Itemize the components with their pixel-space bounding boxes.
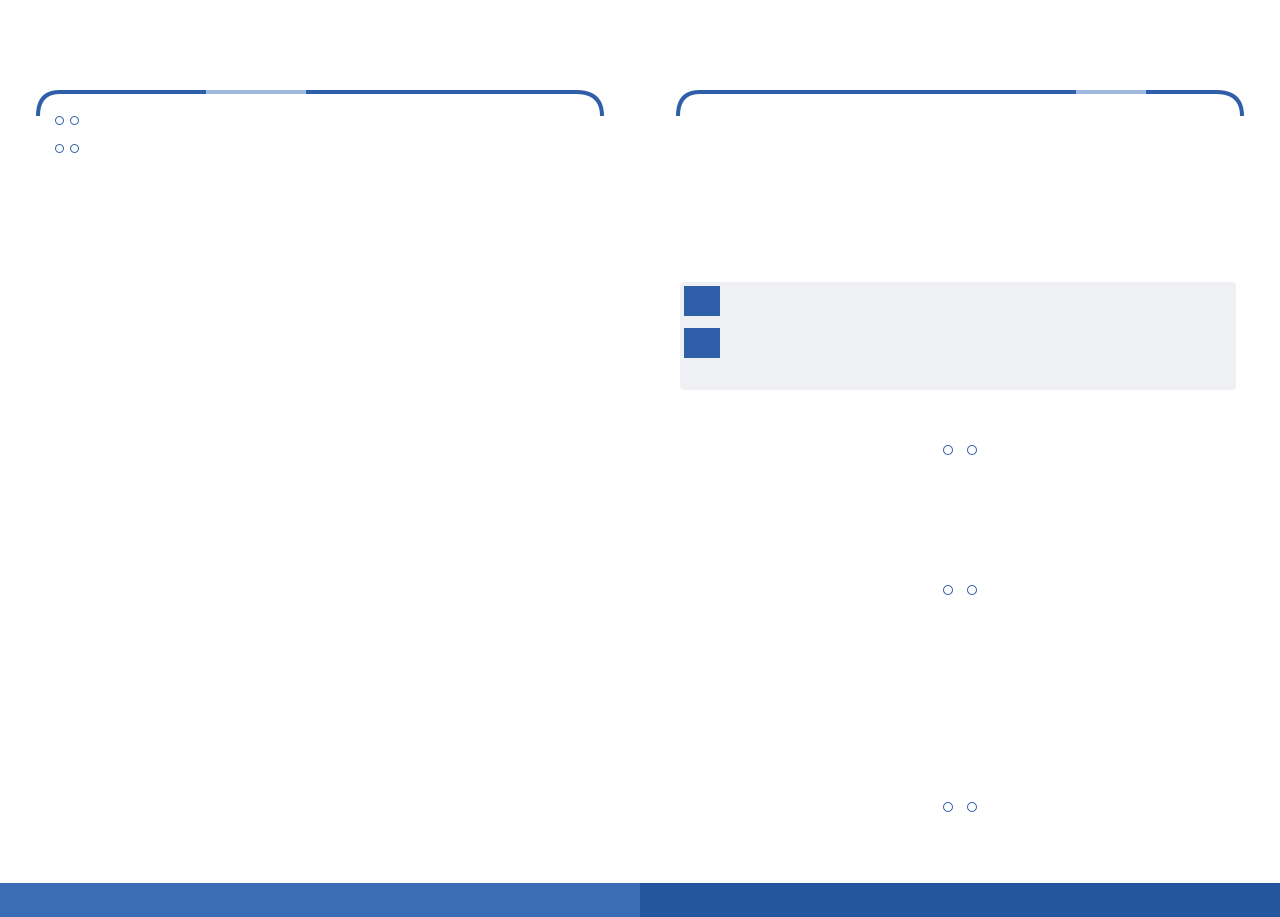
admission-tag — [684, 328, 720, 358]
section-worship-title — [52, 110, 600, 130]
right-page — [640, 0, 1280, 917]
wedding-tag — [684, 286, 720, 316]
admission-row — [684, 328, 1232, 358]
visit-title — [640, 440, 1280, 458]
committee-title — [640, 580, 1280, 598]
plan-title — [640, 797, 1280, 815]
footer-left — [0, 883, 640, 917]
wedding-row — [684, 286, 1232, 316]
section-notice-title — [52, 138, 600, 158]
header-arc-right — [676, 88, 1244, 118]
announcement-content — [52, 108, 600, 158]
footer-right — [640, 883, 1280, 917]
